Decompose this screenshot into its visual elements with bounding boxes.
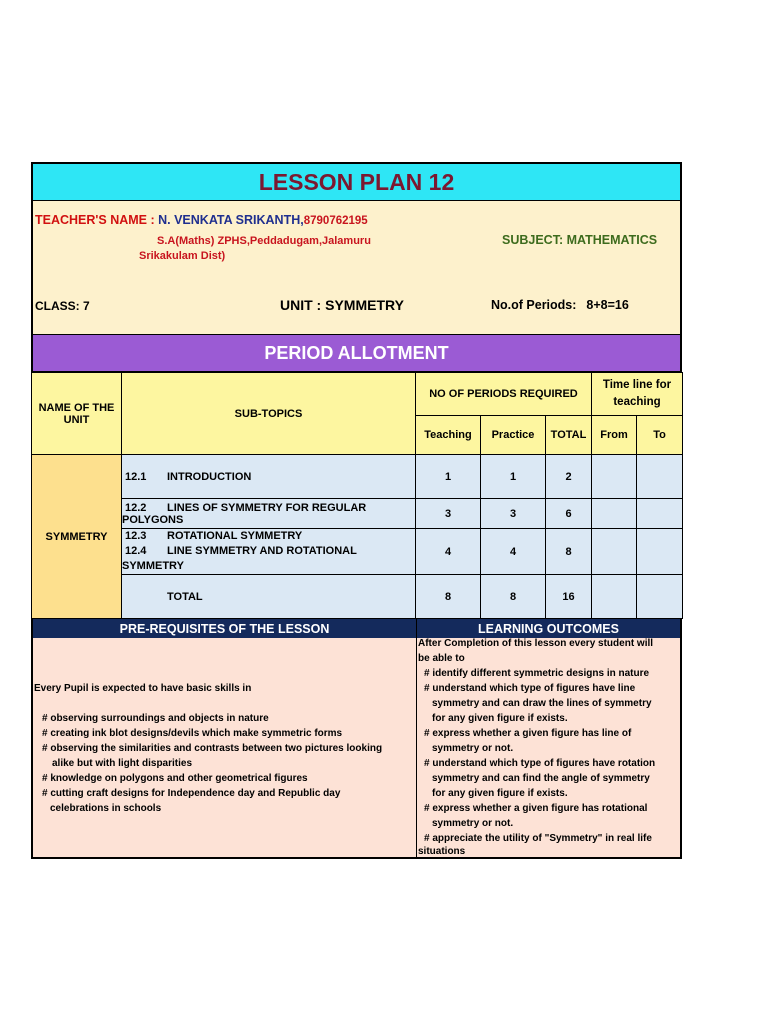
subject-label: SUBJECT: MATHEMATICS — [502, 233, 658, 247]
outcome-line: symmetry and can find the angle of symmetry — [432, 773, 650, 784]
lesson-plan-sheet — [31, 162, 682, 859]
section-bodies — [31, 638, 682, 859]
prerequisites-heading: PRE-REQUISITES OF THE LESSON — [33, 619, 417, 638]
table-row — [32, 499, 683, 529]
total-label-cell — [122, 575, 416, 619]
practice-cell: 4 — [481, 529, 546, 575]
total-cell: 6 — [546, 499, 592, 529]
total-cell: 8 — [546, 529, 592, 575]
periods-text: No.of Periods: — [491, 298, 577, 312]
prerequisite-item: # observing the similarities and contrasts between two pictures looking — [42, 743, 383, 754]
outcome-line: # appreciate the utility of "Symmetry" in real life — [424, 833, 652, 844]
page-title: LESSON PLAN 12 — [258, 168, 455, 195]
class-label: CLASS: 7 — [35, 299, 90, 313]
period-allotment-bar — [31, 335, 682, 372]
total-row — [32, 575, 683, 619]
to-cell — [637, 575, 683, 619]
header-timeline: Time line for teaching — [592, 373, 683, 416]
teacher-info-panel — [31, 201, 682, 335]
header-teaching: Teaching — [416, 416, 481, 455]
teacher-name: N. VENKATA SRIKANTH, — [158, 213, 304, 227]
outcome-line: # understand which type of figures have line — [424, 683, 636, 694]
subtopic-number: 12.1 — [125, 470, 147, 483]
subtopic-number: 12.2 — [125, 501, 147, 514]
header-unit-name: NAME OF THE UNIT — [32, 373, 122, 455]
outcome-line: symmetry or not. — [432, 743, 514, 754]
outcome-line: for any given figure if exists. — [432, 788, 568, 799]
to-cell — [637, 499, 683, 529]
outcome-line: # identify different symmetric designs in nature — [424, 668, 650, 679]
outcome-line: for any given figure if exists. — [432, 713, 568, 724]
from-cell — [592, 499, 637, 529]
header-to: To — [637, 416, 683, 455]
subtopic-cell — [122, 529, 416, 575]
prerequisite-item: # creating ink blot designs/devils which make symmetric forms — [42, 728, 343, 739]
subtopic-number: 12.3 — [125, 530, 147, 542]
header-subtopics: SUB-TOPICS — [122, 373, 416, 455]
prerequisite-item: celebrations in schools — [50, 803, 162, 814]
table-row — [32, 455, 683, 499]
from-cell — [592, 529, 637, 575]
subtopic-name: INTRODUCTION — [167, 470, 252, 483]
to-cell — [637, 455, 683, 499]
outcome-line: situations — [418, 846, 466, 857]
from-cell — [592, 575, 637, 619]
prerequisite-item: # observing surroundings and objects in nature — [42, 713, 269, 724]
teacher-phone: 8790762195 — [303, 215, 368, 227]
total-practice-cell: 8 — [481, 575, 546, 619]
prerequisite-item: alike but with light disparities — [52, 758, 193, 769]
prerequisite-item: # knowledge on polygons and other geometrical figures — [42, 773, 308, 784]
periods-label — [491, 298, 629, 312]
unit-label: UNIT : SYMMETRY — [280, 297, 404, 313]
title-bar — [31, 162, 682, 201]
table-row — [32, 529, 683, 575]
header-total: TOTAL — [546, 416, 592, 455]
teacher-label: TEACHER'S NAME : — [35, 213, 159, 227]
header-practice: Practice — [481, 416, 546, 455]
teacher-name-line — [35, 213, 368, 227]
teaching-cell: 3 — [416, 499, 481, 529]
learning-outcomes-heading: LEARNING OUTCOMES — [417, 619, 680, 638]
outcome-line: be able to — [418, 653, 465, 664]
outcome-line: symmetry and can draw the lines of symmetry — [432, 698, 652, 709]
header-from: From — [592, 416, 637, 455]
outcome-line: symmetry or not. — [432, 818, 514, 829]
to-cell — [637, 529, 683, 575]
from-cell — [592, 455, 637, 499]
prerequisites-panel — [33, 638, 417, 857]
subtopic-cell — [122, 499, 416, 529]
learning-outcomes-panel — [417, 638, 680, 857]
practice-cell: 1 — [481, 455, 546, 499]
unit-name-cell: SYMMETRY — [32, 455, 122, 619]
total-total-cell: 16 — [546, 575, 592, 619]
period-allotment-table — [31, 372, 683, 619]
outcome-line: # express whether a given figure has line of — [424, 728, 632, 739]
periods-value: 8+8=16 — [586, 298, 629, 312]
teaching-cell: 1 — [416, 455, 481, 499]
practice-cell: 3 — [481, 499, 546, 529]
prerequisites-intro: Every Pupil is expected to have basic skills in — [34, 683, 252, 694]
section-headers — [31, 619, 682, 638]
outcome-line: # understand which type of figures have rotation — [424, 758, 656, 769]
outcome-line: # express whether a given figure has rotational — [424, 803, 648, 814]
total-teaching-cell: 8 — [416, 575, 481, 619]
total-label: TOTAL — [167, 590, 203, 603]
period-allotment-title: PERIOD ALLOTMENT — [264, 342, 449, 363]
header-periods-required: NO OF PERIODS REQUIRED — [416, 373, 592, 416]
subtopic-name: LINE SYMMETRY AND ROTATIONAL SYMMETRY — [122, 545, 357, 572]
teaching-cell: 4 — [416, 529, 481, 575]
subtopic-number: 12.4 — [125, 545, 147, 557]
teacher-district: Srikakulam Dist) — [139, 250, 226, 262]
subtopic-cell — [122, 455, 416, 499]
total-cell: 2 — [546, 455, 592, 499]
teacher-school: S.A(Maths) ZPHS,Peddadugam,Jalamuru — [157, 235, 371, 247]
prerequisite-item: # cutting craft designs for Independence day and Republic day — [42, 788, 341, 799]
subtopic-name: LINES OF SYMMETRY FOR REGULAR POLYGONS — [122, 501, 367, 526]
subtopic-name: ROTATIONAL SYMMETRY — [167, 530, 303, 542]
outcome-line: After Completion of this lesson every student will — [418, 638, 654, 649]
